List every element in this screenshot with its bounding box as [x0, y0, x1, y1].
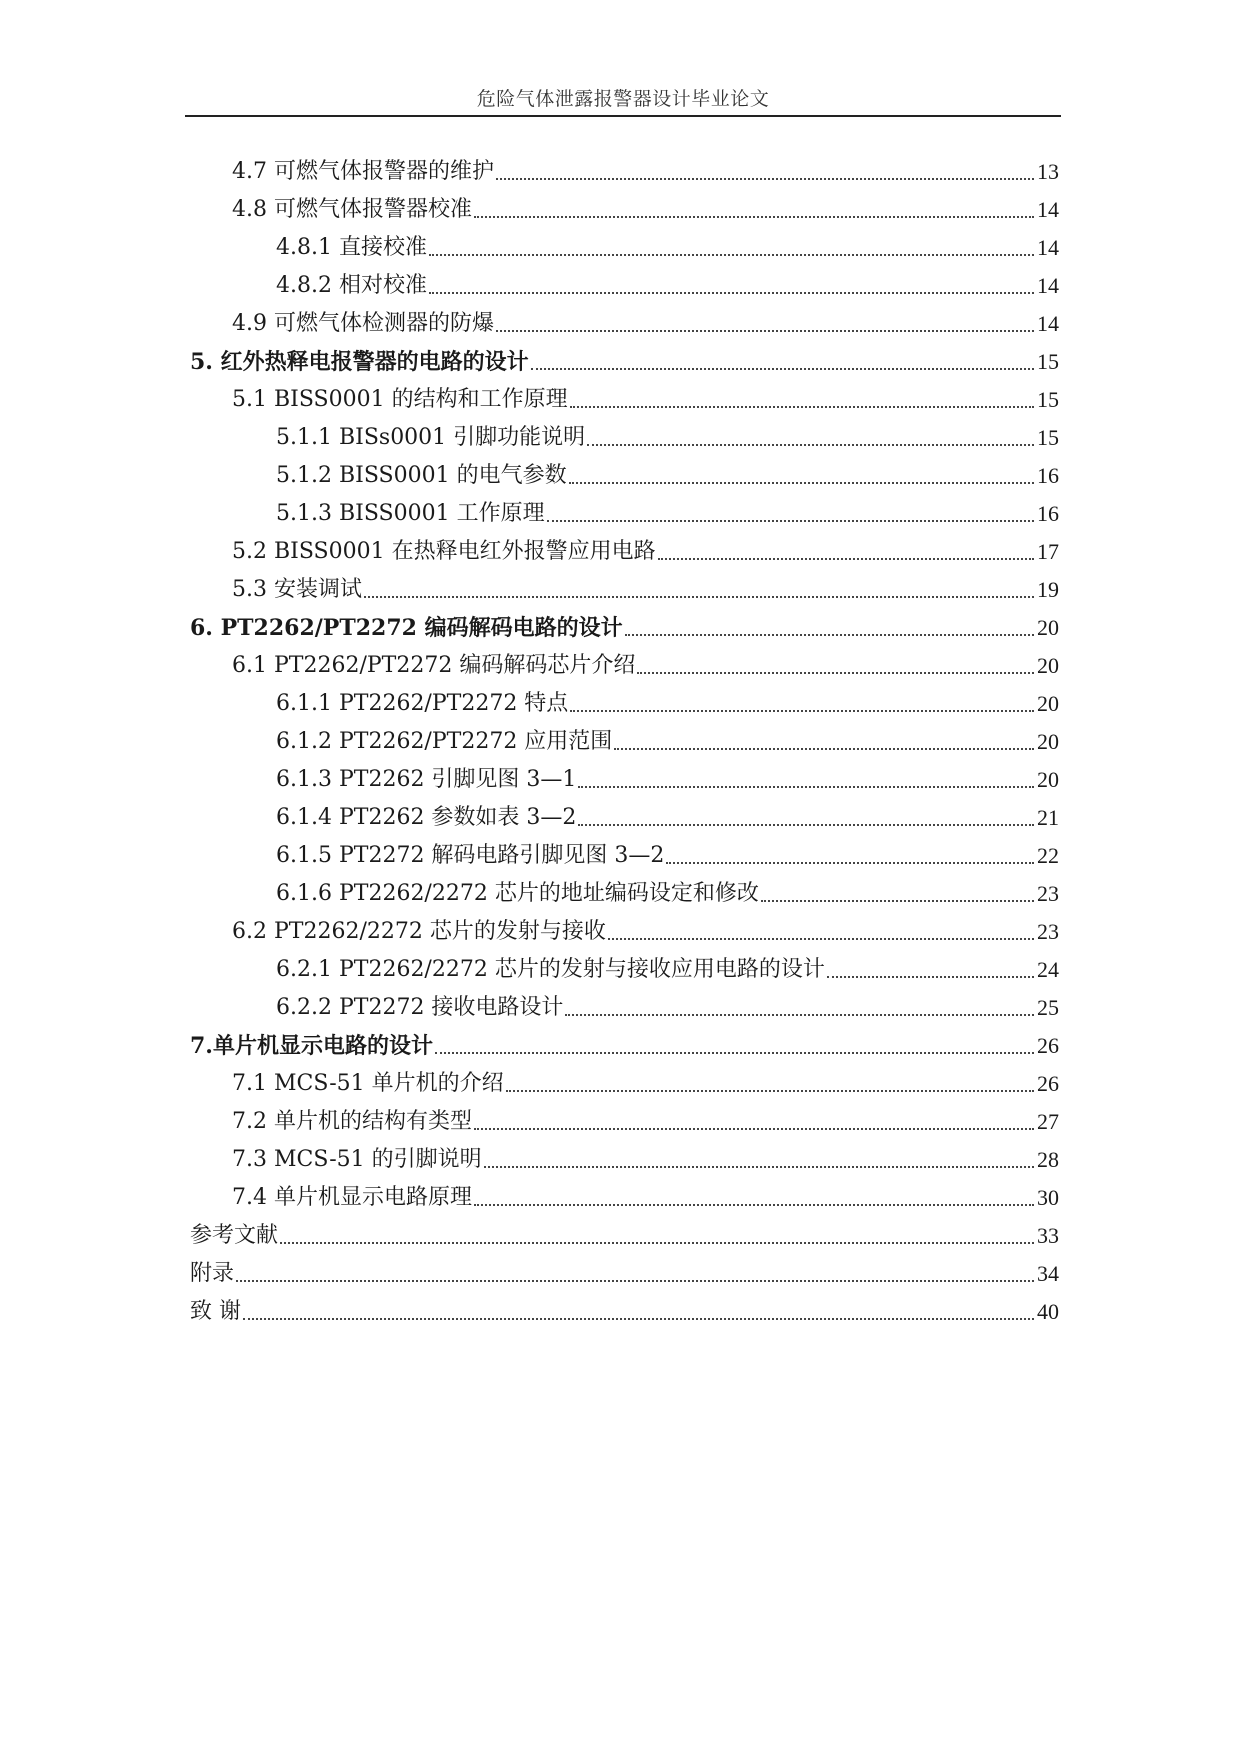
dot-leader [578, 824, 1034, 826]
dot-leader [364, 596, 1034, 598]
dot-leader [496, 178, 1034, 180]
toc-entry-title: 5.3 安装调试 [232, 577, 362, 602]
toc-entry-page: 15 [1037, 349, 1059, 374]
toc-entry[interactable] [232, 913, 1059, 947]
toc-entry[interactable] [232, 571, 1059, 605]
toc-entry[interactable] [276, 267, 1059, 301]
toc-entry-title: 6.1.2 PT2262/PT2272 应用范围 [276, 729, 613, 754]
dot-leader [578, 786, 1034, 788]
dot-leader [435, 1052, 1034, 1054]
toc-entry-page: 23 [1037, 919, 1059, 944]
running-header: 危险气体泄露报警器设计毕业论文 [476, 88, 770, 110]
toc-entry-title: 4.9 可燃气体检测器的防爆 [232, 311, 494, 336]
toc-entry-page: 33 [1037, 1223, 1059, 1248]
toc-entry-page: 14 [1037, 235, 1059, 260]
toc-entry[interactable] [232, 647, 1059, 681]
toc-entry-page: 26 [1037, 1071, 1059, 1096]
toc-entry-page: 25 [1037, 995, 1059, 1020]
toc-entry[interactable] [190, 1027, 1059, 1061]
toc-entry-title: 4.8.2 相对校准 [276, 273, 427, 298]
toc-entry-page: 20 [1037, 691, 1059, 716]
toc-entry-title: 5. 红外热释电报警器的电路的设计 [190, 349, 529, 375]
toc-entry-title: 7.1 MCS-51 单片机的介绍 [232, 1071, 504, 1096]
toc-entry-page: 28 [1037, 1147, 1059, 1172]
dot-leader [761, 900, 1034, 902]
toc-entry-page: 20 [1037, 729, 1059, 754]
dot-leader [496, 330, 1034, 332]
toc-entry[interactable] [276, 761, 1059, 795]
toc-entry-title: 5.1.1 BISs0001 引脚功能说明 [276, 425, 586, 450]
toc-entry-title: 6.1 PT2262/PT2272 编码解码芯片介绍 [232, 653, 636, 678]
toc-entry[interactable] [276, 723, 1059, 757]
toc-entry-page: 16 [1037, 501, 1059, 526]
toc-entry-title: 4.8 可燃气体报警器校准 [232, 197, 472, 222]
toc-entry-title: 7.2 单片机的结构有类型 [232, 1109, 472, 1134]
dot-leader [506, 1090, 1034, 1092]
toc-entry[interactable] [232, 153, 1059, 187]
toc-entry-page: 20 [1037, 653, 1059, 678]
dot-leader [236, 1280, 1034, 1282]
toc-entry-page: 15 [1037, 387, 1059, 412]
toc-entry[interactable] [190, 1255, 1059, 1289]
toc-entry[interactable] [190, 1217, 1059, 1251]
toc-entry-page: 20 [1037, 767, 1059, 792]
dot-leader [666, 862, 1034, 864]
toc-entry[interactable] [276, 989, 1059, 1023]
toc-entry-title: 6.2.1 PT2262/2272 芯片的发射与接收应用电路的设计 [276, 957, 825, 982]
toc-entry-page: 20 [1037, 615, 1059, 640]
dot-leader [637, 672, 1034, 674]
toc-entry-title: 7.3 MCS-51 的引脚说明 [232, 1147, 482, 1172]
toc-entry-title: 6. PT2262/PT2272 编码解码电路的设计 [190, 615, 623, 641]
dot-leader [531, 368, 1034, 370]
toc-entry-title: 7.4 单片机显示电路原理 [232, 1185, 472, 1210]
toc-entry[interactable] [232, 305, 1059, 339]
toc-entry-title: 6.1.1 PT2262/PT2272 特点 [276, 691, 569, 716]
dot-leader [547, 520, 1034, 522]
toc-entry[interactable] [190, 343, 1059, 377]
dot-leader [243, 1318, 1034, 1320]
toc-entry-title: 附录 [190, 1261, 235, 1286]
toc-entry[interactable] [232, 533, 1059, 567]
dot-leader [429, 292, 1034, 294]
toc-entry[interactable] [276, 951, 1059, 985]
toc-entry[interactable] [190, 609, 1059, 643]
dot-leader [625, 634, 1034, 636]
toc-entry[interactable] [276, 875, 1059, 909]
toc-entry-title: 6.1.6 PT2262/2272 芯片的地址编码设定和修改 [276, 881, 759, 906]
toc-entry-page: 40 [1037, 1299, 1059, 1324]
dot-leader [570, 406, 1034, 408]
toc-entry-title: 4.8.1 直接校准 [276, 235, 427, 260]
toc-entry-title: 5.2 BISS0001 在热释电红外报警应用电路 [232, 539, 656, 564]
toc-entry-page: 34 [1037, 1261, 1059, 1286]
toc-entry-page: 17 [1037, 539, 1059, 564]
dot-leader [474, 216, 1034, 218]
dot-leader [569, 482, 1034, 484]
toc-entry-page: 19 [1037, 577, 1059, 602]
toc-entry-page: 14 [1037, 273, 1059, 298]
dot-leader [280, 1242, 1034, 1244]
toc-entry-title: 参考文献 [190, 1223, 279, 1248]
dot-leader [658, 558, 1034, 560]
toc-entry-title: 6.2.2 PT2272 接收电路设计 [276, 995, 564, 1020]
toc-entry-title: 4.7 可燃气体报警器的维护 [232, 159, 494, 184]
toc-entry-title: 6.1.3 PT2262 引脚见图 3—1 [276, 767, 577, 792]
toc-entry[interactable] [232, 1103, 1059, 1137]
toc-entry[interactable] [276, 457, 1059, 491]
toc-entry-page: 13 [1037, 159, 1059, 184]
dot-leader [608, 938, 1034, 940]
dot-leader [429, 254, 1034, 256]
toc-entry-page: 15 [1037, 425, 1059, 450]
toc-entry[interactable] [276, 837, 1059, 871]
toc-entry[interactable] [276, 685, 1059, 719]
toc-entry-page: 14 [1037, 311, 1059, 336]
dot-leader [570, 710, 1034, 712]
toc-entry[interactable] [232, 1141, 1059, 1175]
dot-leader [484, 1166, 1034, 1168]
toc-entry[interactable] [232, 1179, 1059, 1213]
toc-entry[interactable] [232, 191, 1059, 225]
dot-leader [614, 748, 1034, 750]
toc-entry-page: 23 [1037, 881, 1059, 906]
toc-entry-title: 5.1.3 BISS0001 工作原理 [276, 501, 545, 526]
toc-entry-page: 21 [1037, 805, 1059, 830]
dot-leader [565, 1014, 1034, 1016]
toc-entry[interactable] [276, 799, 1059, 833]
toc-entry-page: 26 [1037, 1033, 1059, 1058]
dot-leader [827, 976, 1034, 978]
toc-entry-title: 6.1.5 PT2272 解码电路引脚见图 3—2 [276, 843, 665, 868]
toc-entry[interactable] [190, 1293, 1059, 1327]
toc-entry-title: 致 谢 [190, 1299, 241, 1324]
toc-entry-page: 24 [1037, 957, 1059, 982]
toc-entry-title: 6.1.4 PT2262 参数如表 3—2 [276, 805, 577, 830]
toc-entry[interactable] [232, 381, 1059, 415]
toc-entry-title: 5.1 BISS0001 的结构和工作原理 [232, 387, 568, 412]
toc-entry-title: 6.2 PT2262/2272 芯片的发射与接收 [232, 919, 606, 944]
dot-leader [474, 1204, 1034, 1206]
dot-leader [587, 444, 1034, 446]
toc-entry[interactable] [276, 419, 1059, 453]
toc-entry-page: 16 [1037, 463, 1059, 488]
toc-entry[interactable] [276, 495, 1059, 529]
toc-entry-page: 14 [1037, 197, 1059, 222]
toc-entry-title: 5.1.2 BISS0001 的电气参数 [276, 463, 567, 488]
toc-entry[interactable] [276, 229, 1059, 263]
toc-entry-page: 27 [1037, 1109, 1059, 1134]
toc-entry-page: 30 [1037, 1185, 1059, 1210]
toc-entry-title: 7.单片机显示电路的设计 [190, 1033, 433, 1059]
dot-leader [474, 1128, 1034, 1130]
toc-entry[interactable] [232, 1065, 1059, 1099]
toc-entry-page: 22 [1037, 843, 1059, 868]
